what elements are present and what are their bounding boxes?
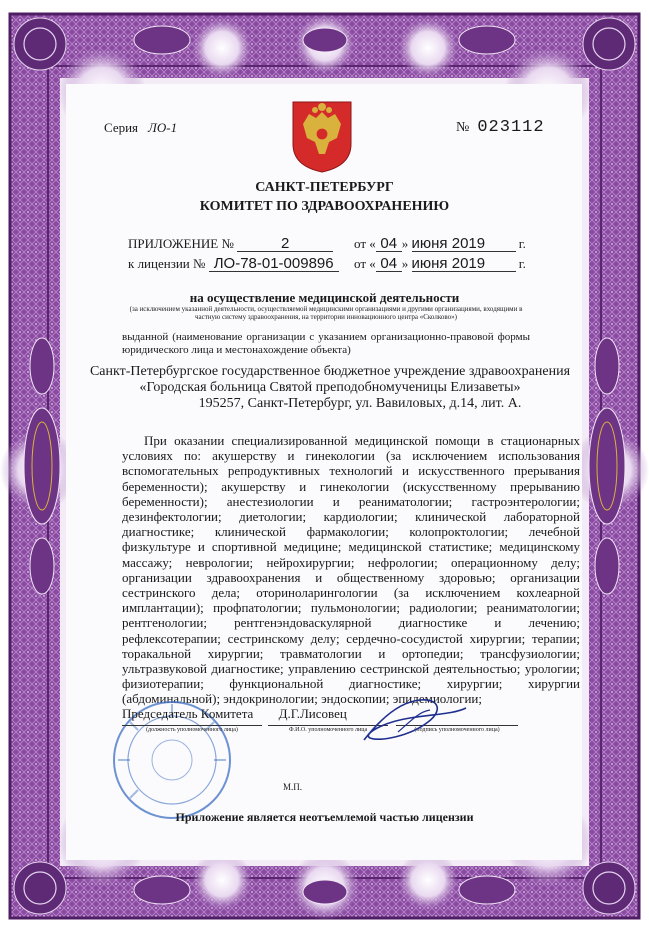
appendix-month-year — [412, 236, 516, 252]
license-month-year — [412, 256, 516, 272]
organization-quoted-name: «Городская больница Святой преподобномученицы Елизаветы» — [139, 380, 521, 395]
license-date — [354, 256, 526, 272]
appendix-year-suffix: г. — [518, 236, 526, 251]
appendix-row — [128, 236, 333, 252]
license-from-label: от « — [354, 256, 376, 271]
organization-name: Санкт-Петербургское государственное бюджетное учреждение здравоохранения — [89, 364, 571, 379]
license-month: июня — [411, 255, 448, 272]
city-heading: САНКТ-ПЕТЕРБУРГ — [255, 180, 394, 195]
license-row — [128, 256, 339, 272]
coat-of-arms-icon — [289, 98, 355, 174]
appendix-label: ПРИЛОЖЕНИЕ № — [128, 236, 234, 251]
issued-to-caption: выданной (наименование организации с указанием организационно-правовой формы юридического лица и местонахождение объекта) — [122, 331, 530, 356]
appendix-quote-close: » — [401, 236, 409, 251]
license-year-suffix: г. — [518, 256, 526, 271]
number-label: № — [456, 120, 470, 135]
form-number — [456, 118, 545, 137]
license-year: 2019 — [451, 255, 486, 272]
organization-address: 195257, Санкт-Петербург, ул. Вавиловых, д.14, лит. А. — [198, 396, 522, 411]
signature-caption: (подпись уполномоченного лица) — [396, 725, 518, 733]
license-label: к лицензии № — [128, 256, 206, 271]
series-field — [104, 120, 177, 136]
footer-note: Приложение является неотъемлемой частью лицензии — [175, 810, 474, 824]
handwritten-signature — [358, 692, 470, 748]
committee-heading: КОМИТЕТ ПО ЗДРАВООХРАНЕНИЮ — [199, 199, 450, 214]
organization-block — [80, 364, 580, 412]
activity-title: на осуществление медицинской деятельности — [189, 290, 460, 305]
license-number: ЛО-78-01-009896 — [209, 256, 339, 272]
stamp-place-label: М.П. — [283, 782, 303, 792]
services-paragraph: При оказании специализированной медицинской помощи в стационарных условиях по: акушерству и гинекологии (за исключением использования вспомогательных репродуктивных технологий и искусственного прерывания беременности); акушерству и гинекологии (искусственному прерыванию беременности); анестезиологии и реаниматологии; гастроэнтерологии; дезинфектологии; диетологии; кардиологии; клинической лабораторной диагностике; клинической фармакологии; колопроктологии; лечебной физкультуре и спортивной медицине; медицинской статистике; медицинскому массажу; неврологии; нейрохирургии; нефрологии; операционному делу; организации здравоохранения и общественному здоровью; организации сестринского дела; оториноларингологии (за исключением кохлеарной имплантации); профпатологии; пульмонологии; радиологии; реаниматологии; рентгенологии; рентгенэндоваскулярной диагностике и лечению; рефлексотерапии; сестринскому делу; сердечно-сосудистой хирургии; терапии; торакальной хирургии; травматологии и ортопедии; трансфузиологии; ультразвуковой диагностике; управлению сестринской деятельностью; урологии; физиотерапии; функциональной диагностике; хирургии; хирургии (абдоминальной); эндокринологии; эндоскопии; эпидемиологии; — [122, 433, 580, 707]
license-quote-close: » — [401, 256, 409, 271]
appendix-from-label: от « — [354, 236, 376, 251]
appendix-day: 04 — [376, 236, 402, 252]
appendix-year: 2019 — [451, 235, 486, 252]
license-day: 04 — [376, 256, 402, 272]
signature-row — [122, 706, 347, 722]
signatory-position: Председатель Комитета — [122, 706, 254, 721]
number-value: 023112 — [477, 118, 545, 137]
name-caption: Ф.И.О. уполномоченного лица — [268, 725, 388, 733]
position-caption: (должность уполномоченного лица) — [122, 725, 262, 733]
series-value: ЛО-1 — [148, 120, 178, 135]
activity-note: (за исключением указанной деятельности, осуществляемой медицинскими организациями и другими организациями, входящими в частную систему здравоохранения, на территории инновационного центра «Сколково») — [129, 305, 523, 321]
appendix-date — [354, 236, 526, 252]
appendix-month: июня — [411, 235, 448, 252]
appendix-number: 2 — [237, 236, 333, 252]
signatory-name: Д.Г.Лисовец — [278, 706, 347, 721]
series-label: Серия — [104, 120, 139, 135]
